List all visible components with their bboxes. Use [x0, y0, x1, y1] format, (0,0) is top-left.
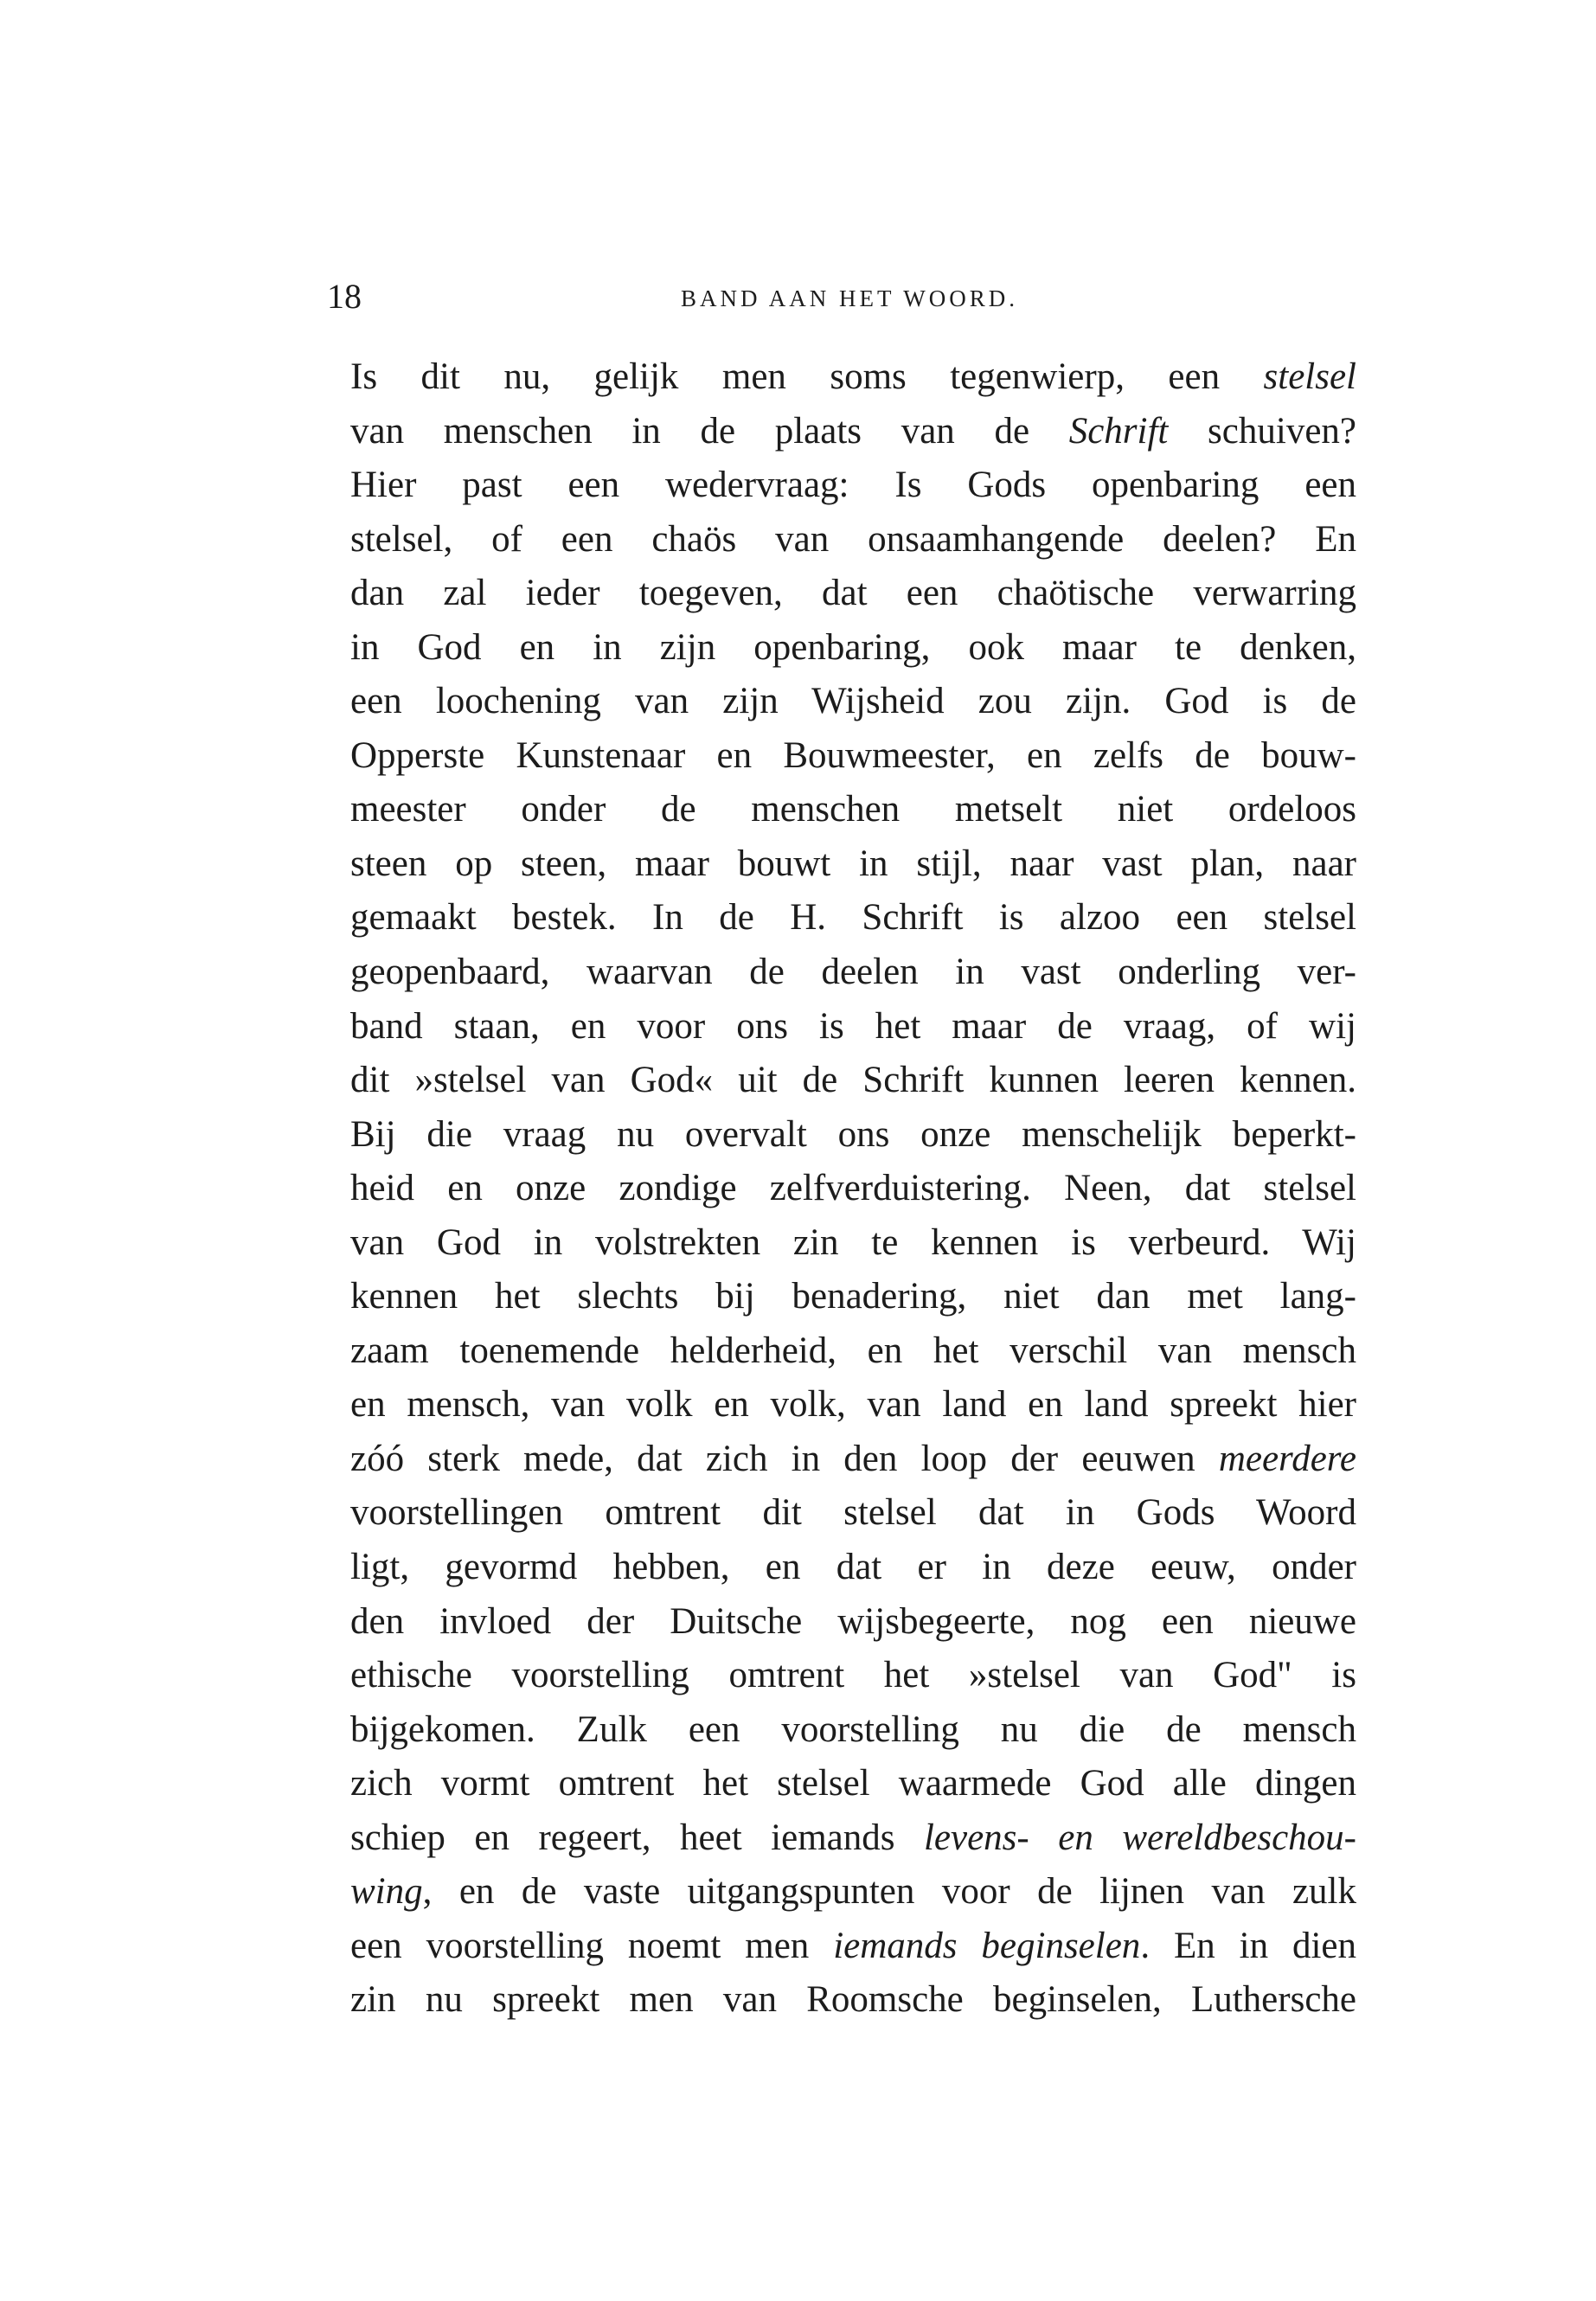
text-line: band staan, en voor ons is het maar de vraag, of wij [350, 1005, 1356, 1047]
page-number: 18 [327, 277, 362, 316]
text-line: geopenbaard, waarvan de deelen in vast onderling ver- [350, 952, 1356, 993]
text-line: ethische voorstelling omtrent het »stelsel van God" is [350, 1655, 1356, 1696]
text-line: steen op steen, maar bouwt in stijl, naar vast plan, naar [350, 843, 1356, 884]
text-line: zin nu spreekt men van Roomsche beginselen, Luthersche [350, 1979, 1356, 2021]
text-line: een voorstelling noemt men iemands beginselen. En in dien [350, 1925, 1356, 1966]
text-line: Opperste Kunstenaar en Bouwmeester, en zelfs de bouw- [350, 734, 1356, 776]
text-line: in God en in zijn openbaring, ook maar te denken, [350, 626, 1356, 668]
text-line: van God in volstrekten zin te kennen is verbeurd. Wij [350, 1221, 1356, 1263]
text-line: dit »stelsel van God« uit de Schrift kunnen leeren kennen. [350, 1060, 1356, 1101]
running-title: BAND AAN HET WOORD. [680, 285, 1018, 311]
text-line: schiep en regeert, heet iemands levens- en wereldbeschou- [350, 1817, 1356, 1858]
text-line: en mensch, van volk en volk, van land en land spreekt hier [350, 1384, 1356, 1426]
text-line: Bij die vraag nu overvalt ons onze menschelijk beperkt- [350, 1113, 1356, 1155]
text-line: een loochening van zijn Wijsheid zou zijn. God is de [350, 681, 1356, 722]
text-line: zóó sterk mede, dat zich in den loop der eeuwen meerdere [350, 1438, 1356, 1479]
text-line: meester onder de menschen metselt niet ordeloos [350, 789, 1356, 830]
text-line: Is dit nu, gelijk men soms tegenwierp, een stelsel [350, 356, 1356, 397]
text-line: zich vormt omtrent het stelsel waarmede God alle dingen [350, 1763, 1356, 1804]
text-line: stelsel, of een chaös van onsaamhangende deelen? En [350, 518, 1356, 560]
text-line: kennen het slechts bij benadering, niet dan met lang- [350, 1276, 1356, 1317]
page-header [327, 275, 1372, 318]
text-line: gemaakt bestek. In de H. Schrift is alzoo een stelsel [350, 897, 1356, 939]
text-line: zaam toenemende helderheid, en het verschil van mensch [350, 1330, 1356, 1371]
text-line: Hier past een wedervraag: Is Gods openbaring een [350, 465, 1356, 506]
text-line: wing, en de vaste uitgangspunten voor de lijnen van zulk [350, 1871, 1356, 1913]
text-line: voorstellingen omtrent dit stelsel dat in Gods Woord [350, 1492, 1356, 1534]
text-line: ligt, gevormd hebben, en dat er in deze eeuw, onder [350, 1547, 1356, 1588]
text-line: heid en onze zondige zelfverduistering. Neen, dat stelsel [350, 1168, 1356, 1209]
body-text [350, 350, 1356, 2028]
text-line: den invloed der Duitsche wijsbegeerte, nog een nieuwe [350, 1600, 1356, 1642]
text-line: van menschen in de plaats van de Schrift schuiven? [350, 410, 1356, 452]
text-line: bijgekomen. Zulk een voorstelling nu die de mensch [350, 1708, 1356, 1750]
text-line: dan zal ieder toegeven, dat een chaötische verwarring [350, 573, 1356, 614]
